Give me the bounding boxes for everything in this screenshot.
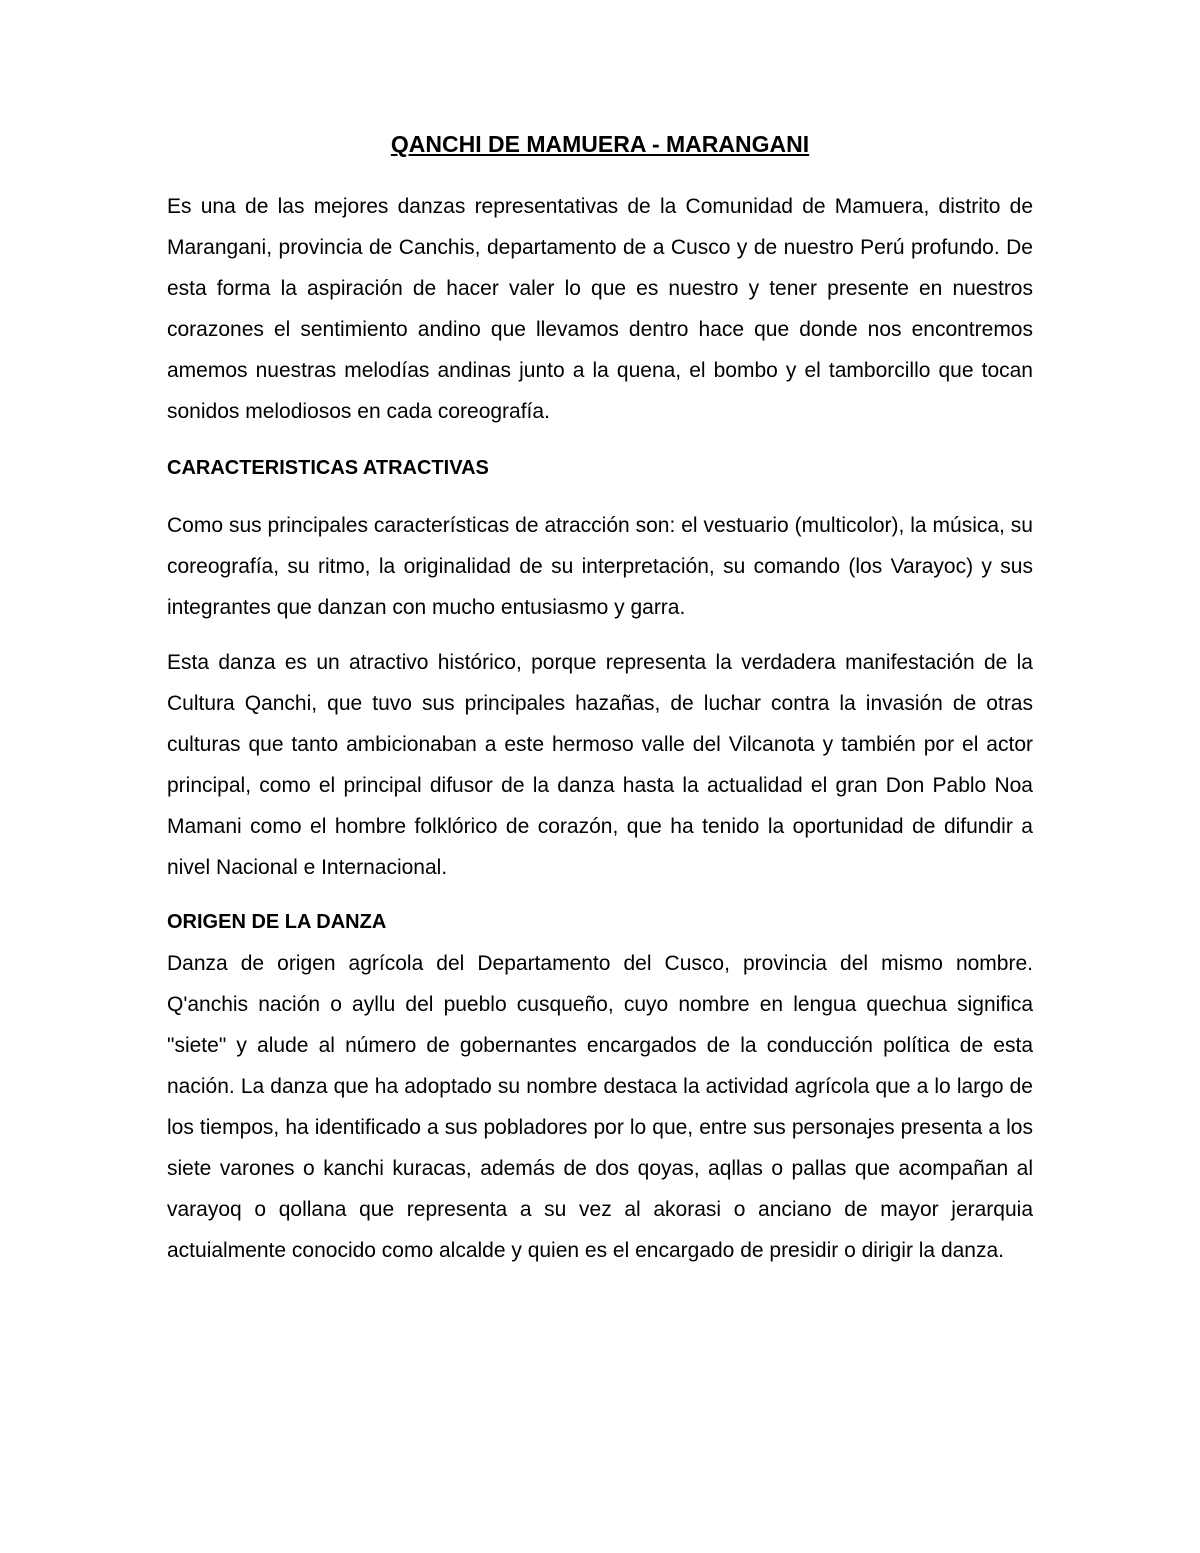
- section-heading-origen: ORIGEN DE LA DANZA: [167, 911, 387, 933]
- section-heading-caracteristicas: CARACTERISTICAS ATRACTIVAS: [167, 457, 489, 479]
- origen-paragraph: Danza de origen agrícola del Departamento del Cusco, provincia del mismo nombre. Q'anchis nación o ayllu del pueblo cusqueño, cuyo nombre en lengua quechua significa "siete" y alude al número de gobernantes encargados de la conducción política de esta nación. La danza que ha adoptado su nombre destaca la actividad agrícola que a lo largo de los tiempos, ha identificado a sus pobladores por lo que, entre sus personajes presenta a los siete varones o kanchi kuracas, además de dos qoyas, aqllas o pallas que acompañan al varayoq o qollana que representa a su vez al akorasi o anciano de mayor jerarquia actuialmente conocido como alcalde y quien es el encargado de presidir o dirigir la danza.: [167, 952, 1033, 1262]
- document-page: [167, 124, 1033, 1271]
- historia-paragraph: Esta danza es un atractivo histórico, porque representa la verdadera manifestación de la Cultura Qanchi, que tuvo sus principales hazañas, de luchar contra la invasión de otras culturas que tanto ambicionaban a este hermoso valle del Vilcanota y también por el actor principal, como el principal difusor de la danza hasta la actualidad el gran Don Pablo Noa Mamani como el hombre folklórico de corazón, que ha tenido la oportunidad de difundir a nivel Nacional e Internacional.: [167, 651, 1033, 879]
- intro-paragraph: Es una de las mejores danzas representativas de la Comunidad de Mamuera, distrito de Marangani, provincia de Canchis, departamento de a Cusco y de nuestro Perú profundo. De esta forma la aspiración de hacer valer lo que es nuestro y tener presente en nuestros corazones el sentimiento andino que llevamos dentro hace que donde nos encontremos amemos nuestras melodías andinas junto a la quena, el bombo y el tamborcillo que tocan sonidos melodiosos en cada coreografía.: [167, 195, 1033, 423]
- document-title: QANCHI DE MAMUERA - MARANGANI: [390, 131, 810, 157]
- caracteristicas-paragraph: Como sus principales características de atracción son: el vestuario (multicolor), la música, su coreografía, su ritmo, la originalidad de su interpretación, su comando (los Varayoc) y sus integrantes que danzan con mucho entusiasmo y garra.: [167, 514, 1033, 619]
